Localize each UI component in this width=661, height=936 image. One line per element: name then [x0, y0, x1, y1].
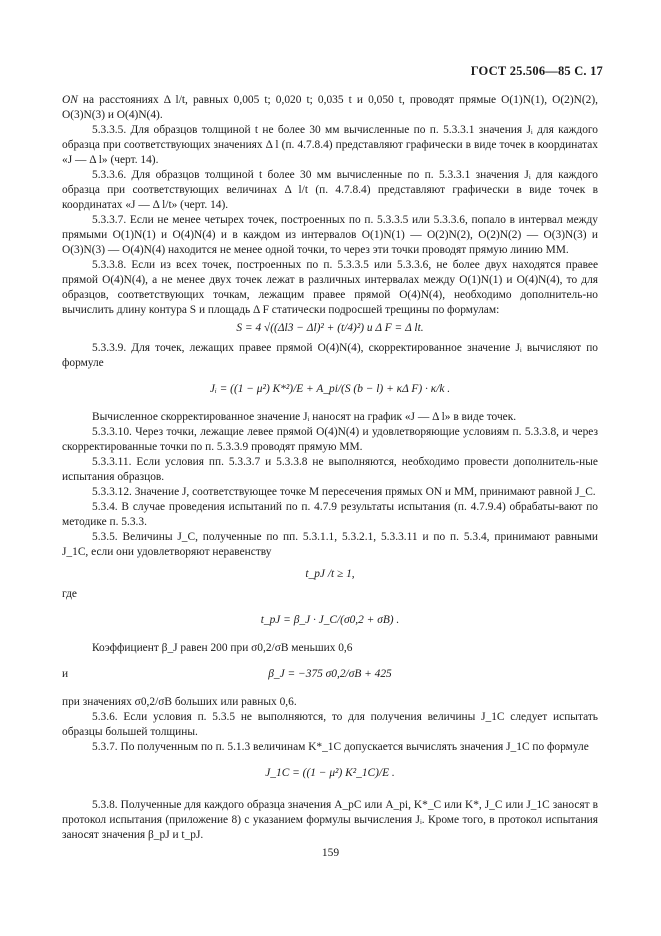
paragraph-corrected-note: Вычисленное скорректированное значение Jᵢ наносят на график «J — Δ l» в виде точек.	[92, 411, 517, 423]
paragraph-5-3-6: 5.3.6. Если условия п. 5.3.5 не выполняются, то для получения величины J_1C следует испытать образцы большей толщины.	[62, 711, 598, 738]
paragraph-5-3-3-6: 5.3.3.6. Для образцов толщиной t более 30 мм вычисленные по п. 5.3.3.1 значения Jᵢ для каждого образца при соответствующих величинах Δ l/t (п. 4.7.8.4) представляют графически в виде точек в координатах «J — Δ l/t» (черт. 14).	[62, 169, 598, 211]
formula-tpj: t_pJ = β_J · J_C/(σ0,2 + σB) .	[260, 614, 400, 626]
paragraph-5-3-3-10: 5.3.3.10. Через точки, лежащие левее прямой O(4)N(4) и удовлетворяющие условиям п. 5.3.3.8, и через скорректированные точки по п. 5.3.3.9 проводят прямую MM.	[62, 426, 598, 453]
paragraph-5-3-3-9: 5.3.3.9. Для точек, лежащих правее прямой O(4)N(4), скорректированное значение Jᵢ вычисляют по формуле	[62, 342, 598, 369]
formula-contour-area: S = 4 √((Δl3 − Δl)² + (t/4)²) и Δ F = Δ lt.	[236, 322, 424, 334]
paragraph-5-3-8: 5.3.8. Полученные для каждого образца значения A_pC или A_pi, K*_C или K*, J_C или J_1C заносят в протокол испытания (приложение 8) с указанием формулы вычисления Jᵢ. Кроме того, в протокол испытания заносят значения β_pJ и t_pJ.	[62, 799, 598, 841]
paragraph-continuation: ON на расстояниях Δ l/t, равных 0,005 t; 0,020 t; 0,035 t и 0,050 t, проводят прямые O(1)N(1), O(2)N(2), O(3)N(3) и O(4)N(4).	[62, 94, 598, 121]
paragraph-5-3-3-5: 5.3.3.5. Для образцов толщиной t не более 30 мм вычисленные по п. 5.3.3.1 значения Jᵢ для каждого образца при соответствующих значениях Δ l (п. 4.7.8.4) представляют графически в виде точек в координатах «J — Δ l» (черт. 14).	[62, 124, 598, 166]
page-number: 159	[321, 847, 340, 859]
document-body	[62, 93, 598, 843]
paragraph-where: где	[62, 588, 77, 600]
formula-corrected-j: Jᵢ = ((1 − μ²) K*²)/E + A_pi/(S (b − l) + κΔ F) · κ/k .	[209, 383, 451, 395]
paragraph-5-3-4: 5.3.4. В случае проведения испытаний по п. 4.7.9 результаты испытания (п. 4.7.9.4) обрабаты-вают по методике п. 5.3.3.	[62, 501, 598, 528]
paragraph-coefficient: Коэффициент β_J равен 200 при σ0,2/σB меньших 0,6	[92, 642, 353, 654]
paragraph-5-3-3-11: 5.3.3.11. Если условия пп. 5.3.3.7 и 5.3.3.8 не выполняются, необходимо провести дополнитель-ные испытания образцов.	[62, 456, 598, 483]
paragraph-5-3-5: 5.3.5. Величины J_C, полученные по пп. 5.3.1.1, 5.3.2.1, 5.3.3.11 и по п. 5.3.4, принимают равными J_1C, если они удовлетворяют неравенству	[62, 531, 598, 558]
formula-beta-text: β_J = −375 σ0,2/σB + 425	[268, 668, 392, 680]
page-header: ГОСТ 25.506—85 С. 17	[470, 64, 603, 78]
paragraph-5-3-3-12: 5.3.3.12. Значение J, соответствующее точке M пересечения прямых ON и MM, принимают равной J_C.	[92, 486, 596, 498]
formula-inequality: t_pJ /t ≥ 1,	[305, 568, 355, 580]
formula-beta	[62, 667, 598, 682]
formula-beta-label: и	[62, 668, 69, 680]
paragraph-beta-condition: при значениях σ0,2/σB больших или равных 0,6.	[62, 696, 297, 708]
paragraph-5-3-7: 5.3.7. По полученным по п. 5.1.3 величинам K*_1C допускается вычислять значения J_1C по формуле	[92, 741, 589, 753]
paragraph-5-3-3-8: 5.3.3.8. Если из всех точек, построенных по п. 5.3.3.5 или 5.3.3.6, не более двух находятся правее прямой O(4)N(4), а не менее двух точек лежат в различных интервалах между O(1)N(1) и O(4)N(4), то для образцов, соответствующих точкам, лежащим правее прямой O(4)N(4), необходимо дополнитель-но вычислить длину контура S и площадь Δ F статически подросшей трещины по формулам:	[62, 259, 598, 316]
formula-j1c: J_1C = ((1 − μ²) K²_1C)/E .	[265, 767, 395, 779]
paragraph-5-3-3-7: 5.3.3.7. Если не менее четырех точек, построенных по п. 5.3.3.5 или 5.3.3.6, попало в интервал между прямыми O(1)N(1) и O(4)N(4) и в каждом из интервалов O(1)N(1) — O(2)N(2), O(2)N(2) — O(3)N(3) и O(3)N(3) — O(4)N(4) находится не менее одной точки, то через эти точки проводят прямую линию MM.	[62, 214, 598, 256]
